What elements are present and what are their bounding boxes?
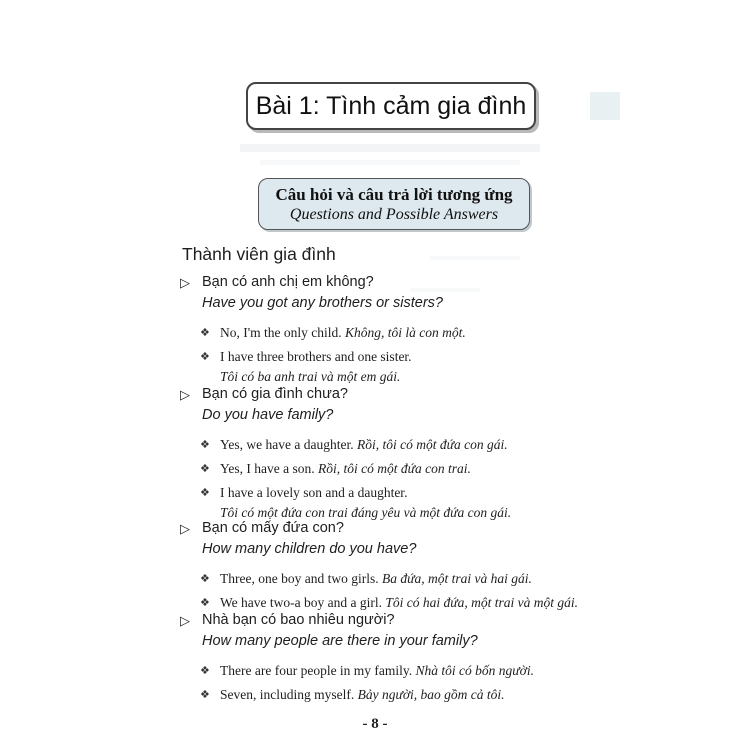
answer-vietnamese: Bảy người, bao gồm cả tôi. [357, 687, 505, 702]
answer-vietnamese: Không, tôi là con một. [345, 325, 466, 340]
answer-list [180, 435, 700, 523]
qa-header-box [258, 178, 530, 230]
diamond-bullet-icon: ❖ [200, 689, 210, 701]
triangle-right-icon: ▷ [180, 275, 190, 290]
answer-item [180, 435, 700, 455]
diamond-bullet-icon: ❖ [200, 351, 210, 363]
question-group [180, 384, 700, 527]
diamond-bullet-icon: ❖ [200, 327, 210, 339]
diamond-bullet-icon: ❖ [200, 463, 210, 475]
qa-header-vietnamese: Câu hỏi và câu trả lời tương ứng [275, 184, 513, 204]
answer-item [180, 483, 700, 523]
answer-vietnamese: Rồi, tôi có một đứa con trai. [318, 461, 471, 476]
question [180, 384, 700, 426]
question-vietnamese: Bạn có gia đình chưa? [202, 386, 348, 402]
answer-vietnamese: Tôi có ba anh trai và một em gái. [220, 369, 401, 384]
answer-english: I have a lovely son and a daughter. [220, 485, 408, 500]
answer-list [180, 569, 700, 613]
question-english: Do you have family? [202, 407, 334, 423]
triangle-right-icon: ▷ [180, 613, 190, 628]
answer-vietnamese: Tôi có hai đứa, một trai và một gái. [385, 595, 578, 610]
answer-vietnamese: Nhà tôi có bốn người. [415, 663, 534, 678]
answer-vietnamese: Tôi có một đứa con trai đáng yêu và một đứa con gái. [220, 505, 512, 520]
answer-vietnamese: Ba đứa, một trai và hai gái. [381, 571, 532, 586]
answer-english: Yes, I have a son. [220, 461, 318, 476]
answer-english: Yes, we have a daughter. [220, 437, 357, 452]
diamond-bullet-icon: ❖ [200, 487, 210, 499]
answer-english: No, I'm the only child. [220, 325, 346, 340]
question [180, 518, 700, 560]
question [180, 272, 700, 314]
question-english: How many people are there in your family? [202, 633, 478, 649]
answer-english: There are four people in my family. [220, 663, 416, 678]
answer-item [180, 323, 700, 343]
question-english: How many children do you have? [202, 541, 417, 557]
diamond-bullet-icon: ❖ [200, 573, 210, 585]
lesson-title-box [246, 82, 536, 130]
answer-list [180, 661, 700, 705]
question [180, 610, 700, 652]
answer-item [180, 347, 700, 387]
question-group [180, 610, 700, 709]
answer-english: Three, one boy and two girls. [220, 571, 382, 586]
question-group [180, 518, 700, 617]
answer-item [180, 685, 700, 705]
answer-item [180, 661, 700, 681]
answer-item [180, 569, 700, 589]
answer-vietnamese: Rồi, tôi có một đứa con gái. [356, 437, 508, 452]
bleed-through-tab [590, 92, 620, 120]
question-group [180, 272, 700, 391]
answer-english: We have two-a boy and a girl. [220, 595, 386, 610]
lesson-title: Bài 1: Tình cảm gia đình [255, 91, 527, 120]
diamond-bullet-icon: ❖ [200, 439, 210, 451]
section-heading: Thành viên gia đình [182, 244, 336, 264]
diamond-bullet-icon: ❖ [200, 665, 210, 677]
question-english: Have you got any brothers or sisters? [202, 295, 443, 311]
answer-english: I have three brothers and one sister. [220, 349, 412, 364]
diamond-bullet-icon: ❖ [200, 597, 210, 609]
answer-item [180, 459, 700, 479]
answer-list [180, 323, 700, 387]
question-vietnamese: Bạn có anh chị em không? [202, 274, 374, 290]
question-vietnamese: Bạn có mấy đứa con? [202, 520, 344, 536]
question-vietnamese: Nhà bạn có bao nhiêu người? [202, 612, 395, 628]
page-number: - 8 - [362, 716, 388, 732]
triangle-right-icon: ▷ [180, 521, 190, 536]
triangle-right-icon: ▷ [180, 387, 190, 402]
answer-english: Seven, including myself. [220, 687, 358, 702]
qa-header-english: Questions and Possible Answers [289, 205, 499, 223]
